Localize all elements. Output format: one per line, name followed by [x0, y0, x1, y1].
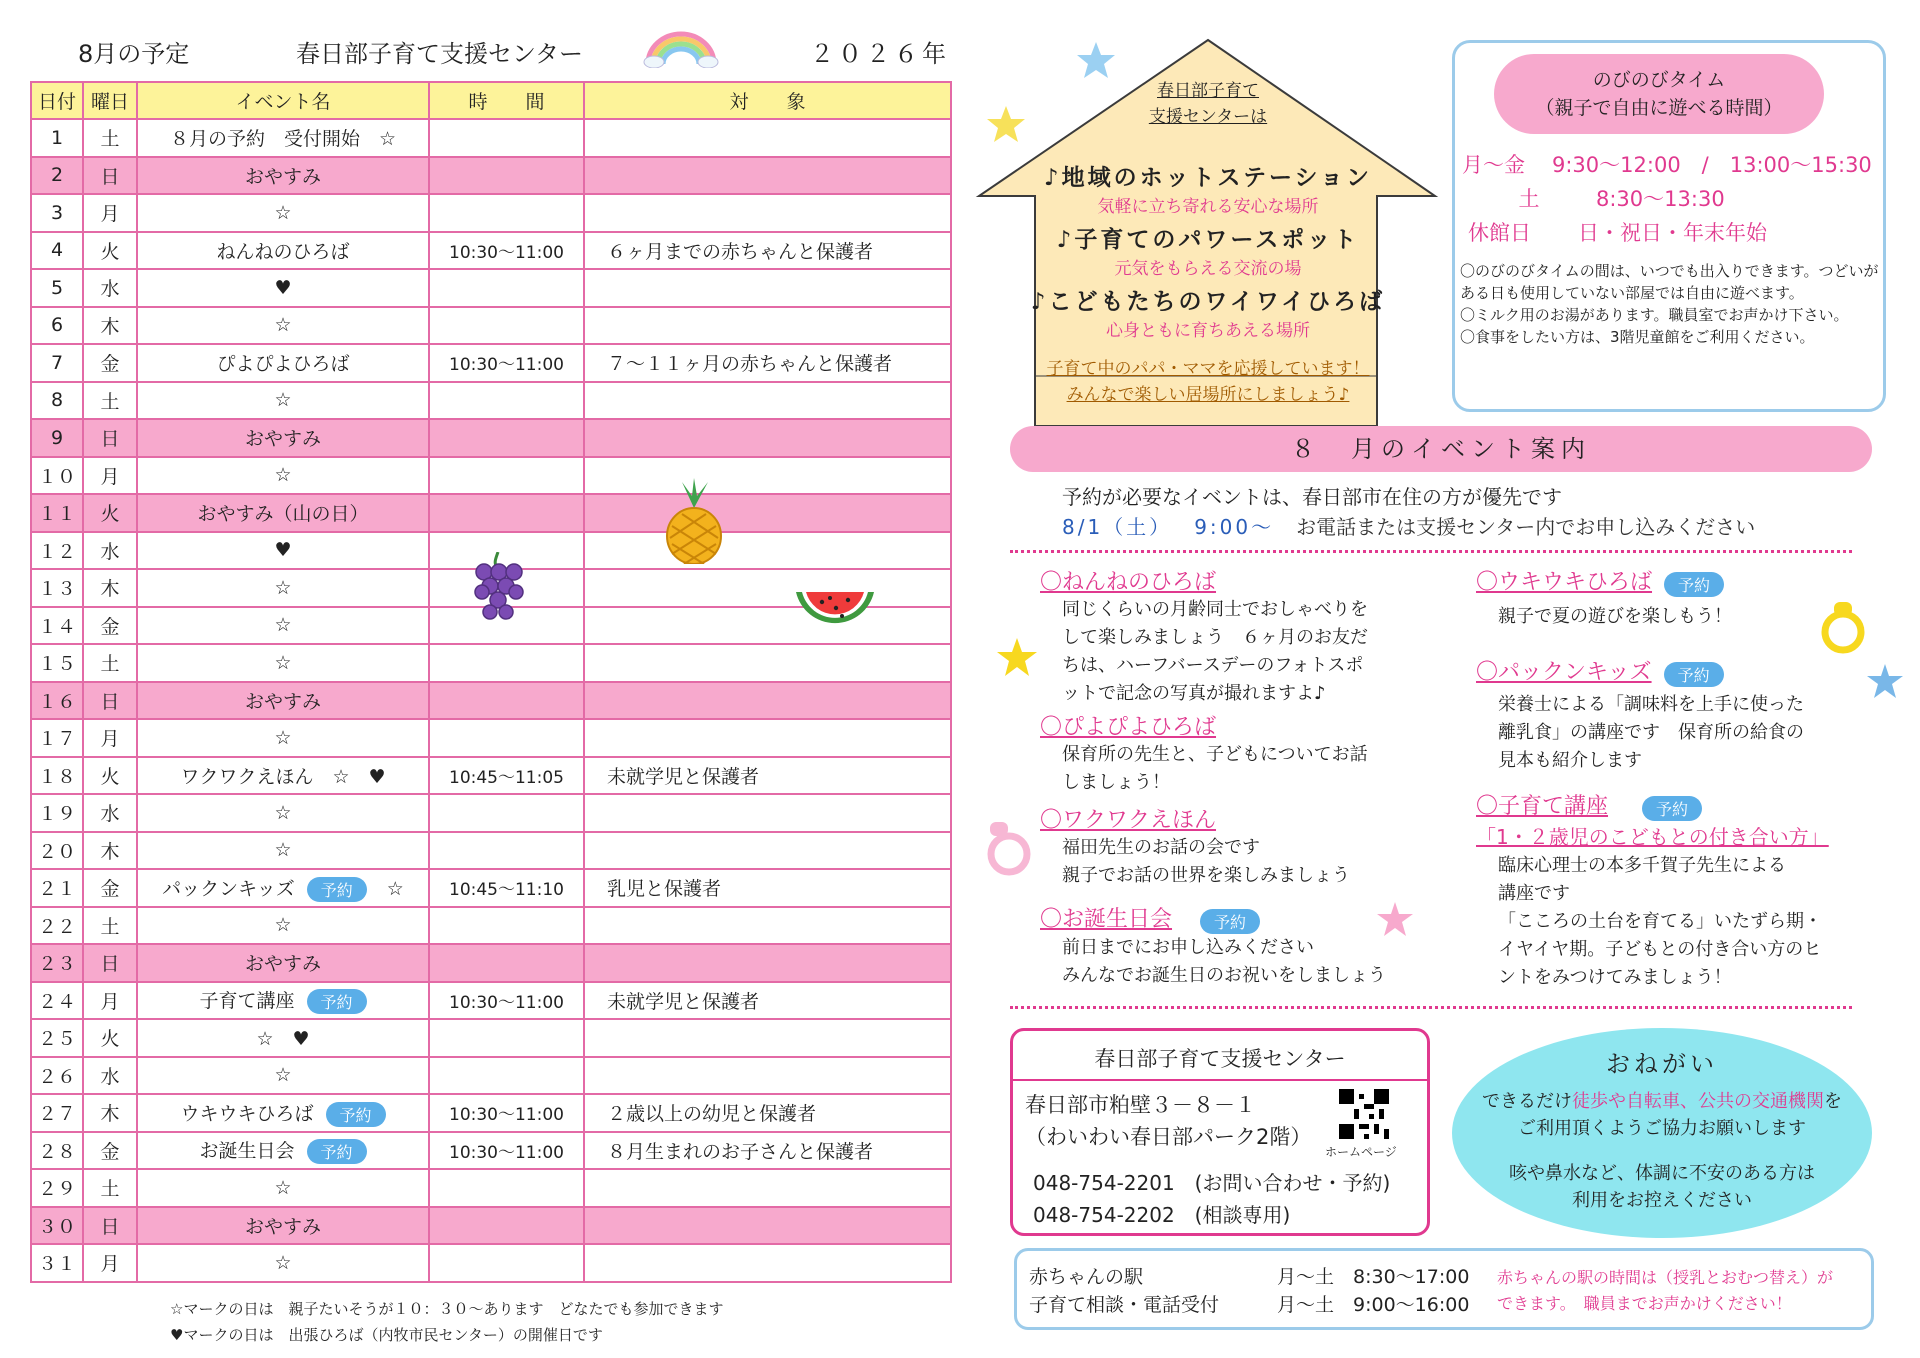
- weekday-cell: 日: [83, 419, 137, 457]
- star-icon: [986, 104, 1026, 144]
- target-cell: [584, 532, 951, 570]
- weekday-cell: 土: [83, 644, 137, 682]
- time-cell: 10:30〜11:00: [429, 1094, 584, 1132]
- weekday-cell: 土: [83, 907, 137, 945]
- events-left: [1040, 565, 1460, 990]
- baby-station-hours: 月〜土 8:30〜17:00 月〜土 9:00〜16:00: [1277, 1266, 1470, 1316]
- day-cell: ２１: [31, 869, 83, 907]
- nobinobi-notes: 〇のびのびタイムの間は、いつでも出入りできます。つどいがある日も使用していない部屋では自由に遊べます。 〇ミルク用のお湯があります。職員室でお声かけ下さい。 〇食事をしたい方は、3階児童館をご利用ください。: [1460, 262, 1879, 346]
- target-cell: [584, 157, 951, 195]
- star-mark: ☆: [386, 877, 404, 900]
- target-cell: [584, 644, 951, 682]
- day-cell: １９: [31, 794, 83, 832]
- day-cell: ２４: [31, 982, 83, 1020]
- house-item-main: ♪こどもたちのワイワイひろば: [1030, 289, 1386, 315]
- calendar-row: [31, 119, 951, 157]
- target-cell: 乳児と保護者: [584, 869, 951, 907]
- reservation-badge: 予約: [1664, 572, 1724, 597]
- target-cell: ６ヶ月までの赤ちゃんと保護者: [584, 232, 951, 270]
- calendar-row: [31, 457, 951, 495]
- divider: [1010, 1006, 1852, 1009]
- time-cell: [429, 832, 584, 870]
- event-cell: [137, 307, 429, 345]
- weekday-cell: 木: [83, 1094, 137, 1132]
- reservation-badge: 予約: [307, 989, 367, 1014]
- target-cell: 未就学児と保護者: [584, 757, 951, 795]
- target-cell: [584, 607, 951, 645]
- nobinobi-title: のびのびタイム （親子で自由に遊べる時間）: [1494, 54, 1824, 134]
- house-items: [1018, 155, 1398, 344]
- event-cell: [137, 232, 429, 270]
- day-cell: １２: [31, 532, 83, 570]
- calendar-notes: [170, 1296, 723, 1348]
- time-cell: [429, 382, 584, 420]
- reservation-badge: 予約: [1664, 662, 1724, 687]
- weekday-cell: 日: [83, 944, 137, 982]
- target-cell: [584, 419, 951, 457]
- event-name: おやすみ: [244, 953, 321, 976]
- event-cell: [137, 1019, 429, 1057]
- event-name: おやすみ（山の日）: [197, 503, 369, 526]
- weekday-cell: 月: [83, 457, 137, 495]
- time-cell: 10:45〜11:10: [429, 869, 584, 907]
- reservation-badge: 予約: [1200, 909, 1260, 934]
- weekday-cell: 火: [83, 494, 137, 532]
- day-cell: ３１: [31, 1244, 83, 1282]
- event-cell: [137, 344, 429, 382]
- weekday-cell: 木: [83, 569, 137, 607]
- year-label: ２０２６年: [810, 40, 950, 68]
- calendar-row: [31, 1057, 951, 1095]
- day-cell: 6: [31, 307, 83, 345]
- day-cell: １８: [31, 757, 83, 795]
- event-name: ☆: [274, 1176, 292, 1199]
- calendar-row: [31, 869, 951, 907]
- event-name: ☆: [274, 651, 292, 674]
- time-cell: 10:45〜11:05: [429, 757, 584, 795]
- day-cell: 3: [31, 194, 83, 232]
- divider: [1010, 550, 1852, 553]
- day-cell: ２２: [31, 907, 83, 945]
- day-cell: ２７: [31, 1094, 83, 1132]
- reservation-badge: 予約: [1642, 796, 1702, 821]
- time-cell: [429, 1019, 584, 1057]
- time-cell: [429, 194, 584, 232]
- event-name: ☆: [274, 839, 292, 862]
- weekday-cell: 水: [83, 1057, 137, 1095]
- day-cell: ２６: [31, 1057, 83, 1095]
- event-cell: [137, 1094, 429, 1132]
- day-cell: １１: [31, 494, 83, 532]
- reservation-badge: 予約: [326, 1102, 386, 1127]
- events-banner: ８ 月のイベント案内: [1010, 426, 1872, 472]
- time-cell: [429, 157, 584, 195]
- grape-icon: [470, 552, 528, 624]
- day-cell: １３: [31, 569, 83, 607]
- watermelon-icon: [792, 586, 878, 644]
- target-cell: [584, 832, 951, 870]
- calendar-row: [31, 382, 951, 420]
- event-name: ☆ ♥: [256, 1028, 310, 1051]
- day-cell: ２５: [31, 1019, 83, 1057]
- calendar-row: [31, 344, 951, 382]
- event-name: ☆: [274, 914, 292, 937]
- baby-station-note: 赤ちゃんの駅の時間は（授乳とおむつ替え）が できます。 職員までお声かけください！: [1497, 1268, 1834, 1313]
- weekday-cell: 金: [83, 344, 137, 382]
- event-name: ウキウキひろば: [180, 1102, 314, 1125]
- event-cell: [137, 157, 429, 195]
- event-cell: [137, 419, 429, 457]
- column-header: 日付: [31, 82, 83, 119]
- calendar-row: [31, 269, 951, 307]
- day-cell: １６: [31, 682, 83, 720]
- event-cell: [137, 1132, 429, 1170]
- event-piyopiyo: 〇ぴよぴよひろば 保育所の先生と、子どもについてお話 しましょう！: [1040, 715, 1368, 793]
- time-cell: [429, 719, 584, 757]
- event-cell: [137, 532, 429, 570]
- day-cell: 5: [31, 269, 83, 307]
- time-cell: 10:30〜11:00: [429, 982, 584, 1020]
- calendar-row: [31, 757, 951, 795]
- event-cell: [137, 757, 429, 795]
- time-cell: [429, 269, 584, 307]
- baby-station-box: [1014, 1248, 1874, 1330]
- star-icon: [996, 636, 1038, 678]
- time-cell: [429, 794, 584, 832]
- target-cell: [584, 382, 951, 420]
- center-address: 春日部市粕壁３－８－１ （わいわい春日部パーク2階）: [1025, 1093, 1312, 1149]
- event-name: ☆: [274, 389, 292, 412]
- event-cell: [137, 944, 429, 982]
- weekday-cell: 土: [83, 1169, 137, 1207]
- time-cell: [429, 1057, 584, 1095]
- day-cell: 7: [31, 344, 83, 382]
- event-cell: [137, 644, 429, 682]
- column-header: 時 間: [429, 82, 584, 119]
- calendar-row: [31, 232, 951, 270]
- column-header: イベント名: [137, 82, 429, 119]
- target-cell: ２歳以上の幼児と保護者: [584, 1094, 951, 1132]
- event-cell: [137, 119, 429, 157]
- center-info-box: [1010, 1028, 1430, 1236]
- target-cell: [584, 682, 951, 720]
- calendar-row: [31, 1019, 951, 1057]
- house-item-main: ♪地域のホットステーション: [1043, 165, 1373, 191]
- time-cell: [429, 907, 584, 945]
- calendar-row: [31, 1169, 951, 1207]
- weekday-cell: 土: [83, 382, 137, 420]
- event-cell: [137, 682, 429, 720]
- calendar-row: [31, 794, 951, 832]
- event-cell: [137, 494, 429, 532]
- day-cell: １７: [31, 719, 83, 757]
- calendar-table: [30, 81, 952, 1283]
- target-cell: [584, 307, 951, 345]
- day-cell: ２３: [31, 944, 83, 982]
- weekday-cell: 日: [83, 157, 137, 195]
- weekday-cell: 金: [83, 1132, 137, 1170]
- center-tel: 048-754-2201 (お問い合わせ・予約) 048-754-2202 (相談専用): [1033, 1171, 1391, 1227]
- weekday-cell: 月: [83, 719, 137, 757]
- center-name: 春日部子育て支援センター: [1094, 1047, 1346, 1071]
- event-cell: [137, 457, 429, 495]
- time-cell: [429, 644, 584, 682]
- weekday-cell: 水: [83, 794, 137, 832]
- event-cell: [137, 569, 429, 607]
- target-cell: [584, 194, 951, 232]
- day-cell: 1: [31, 119, 83, 157]
- month-label: 8月の予定: [78, 40, 190, 68]
- time-cell: [429, 682, 584, 720]
- star-note: ☆マークの日は 親子たいそうが１０：３０〜あります どなたでも参加できます: [170, 1300, 724, 1318]
- calendar-row: [31, 832, 951, 870]
- calendar-row: [31, 944, 951, 982]
- weekday-cell: 土: [83, 119, 137, 157]
- event-name: おやすみ: [244, 428, 321, 451]
- events-right: [1476, 565, 1896, 992]
- event-name: ☆: [274, 201, 292, 224]
- event-name: 子育て講座: [199, 990, 295, 1013]
- time-cell: [429, 1207, 584, 1245]
- event-cell: [137, 382, 429, 420]
- target-cell: [584, 719, 951, 757]
- weekday-cell: 金: [83, 869, 137, 907]
- day-cell: ２８: [31, 1132, 83, 1170]
- nobinobi-hours: 月〜金 9:30〜12:00 / 13:00〜15:30 土 8:30〜13:30 休館日 日・祝日・年末年始: [1462, 153, 1872, 245]
- calendar-row: [31, 682, 951, 720]
- time-cell: [429, 307, 584, 345]
- event-cell: [137, 1207, 429, 1245]
- target-cell: [584, 1019, 951, 1057]
- column-header: 曜日: [83, 82, 137, 119]
- target-cell: [584, 119, 951, 157]
- event-cell: [137, 1244, 429, 1282]
- calendar-row: [31, 1207, 951, 1245]
- target-cell: [584, 269, 951, 307]
- rainbow-icon: [642, 28, 720, 68]
- calendar-row: [31, 1094, 951, 1132]
- house-title: 春日部子育て 支援センターは: [1148, 81, 1268, 127]
- target-cell: [584, 569, 951, 607]
- calendar-row: [31, 907, 951, 945]
- day-cell: １５: [31, 644, 83, 682]
- event-name: ☆: [274, 314, 292, 337]
- event-cell: [137, 269, 429, 307]
- time-cell: 10:30〜11:00: [429, 232, 584, 270]
- calendar-header: [30, 32, 950, 72]
- event-cell: [137, 832, 429, 870]
- event-name: ☆: [274, 1064, 292, 1087]
- event-name: ８月の予約 受付開始 ☆: [169, 128, 397, 151]
- weekday-cell: 水: [83, 532, 137, 570]
- rattle-icon: [984, 820, 1034, 876]
- target-cell: [584, 1244, 951, 1282]
- time-cell: [429, 419, 584, 457]
- reservation-badge: 予約: [307, 877, 367, 902]
- baby-station-labels: 赤ちゃんの駅 子育て相談・電話受付: [1029, 1266, 1220, 1316]
- target-cell: ７〜１１ヶ月の赤ちゃんと保護者: [584, 344, 951, 382]
- target-cell: 未就学児と保護者: [584, 982, 951, 1020]
- event-name: ぴよぴよひろば: [216, 353, 350, 376]
- event-cell: [137, 607, 429, 645]
- event-name: ☆: [274, 726, 292, 749]
- calendar-row: [31, 419, 951, 457]
- day-cell: ２０: [31, 832, 83, 870]
- event-name: ワクワクえほん ☆ ♥: [180, 765, 386, 788]
- event-name: ♥: [274, 276, 292, 299]
- weekday-cell: 月: [83, 982, 137, 1020]
- event-cell: [137, 719, 429, 757]
- house-footer: 子育て中のパパ・ママを応援しています！ みんなで楽しい居場所にしましょう♪: [1046, 359, 1370, 405]
- event-wakuwaku: 〇ワクワクえほん 福田先生のお話の会です 親子でお話の世界を楽しみましょう: [1040, 808, 1350, 886]
- weekday-cell: 月: [83, 194, 137, 232]
- event-name: ☆: [274, 1251, 292, 1274]
- event-cell: [137, 794, 429, 832]
- qr-caption: ホームページ: [1325, 1145, 1397, 1159]
- event-name: ☆: [274, 614, 292, 637]
- event-koza: 〇子育て講座 予約 「1・２歳児のこどもとの付き合い方」 臨床心理士の本多千賀子先生による 講座です 「こころの土台を育てる」いたずら期・ イヤイヤ期。子どもとの付き合い方のヒ ントをみつけてみましょう！: [1476, 794, 1829, 988]
- request-bubble: おねがい できるだけ徒歩や自転車、公共の交通機関を ご利用頂くようご協力お願いします 咳や鼻水など、体調に不安のある方は 利用をお控えください: [1452, 1028, 1872, 1238]
- pineapple-icon: [664, 478, 724, 564]
- weekday-cell: 金: [83, 607, 137, 645]
- calendar-row: [31, 194, 951, 232]
- house-item-sub: 心身ともに育ちあえる場所: [1106, 321, 1310, 341]
- event-pakkun: 〇パックンキッズ 予約 栄養士による「調味料を上手に使った 離乳食」の講座です 保育所の給食の 見本も紹介します: [1476, 660, 1804, 771]
- calendar-row: [31, 157, 951, 195]
- target-cell: [584, 1207, 951, 1245]
- event-name: パックンキッズ: [162, 877, 295, 900]
- event-name: おやすみ: [244, 1215, 321, 1238]
- target-cell: [584, 457, 951, 495]
- time-cell: [429, 119, 584, 157]
- calendar-row: [31, 644, 951, 682]
- day-cell: ２９: [31, 1169, 83, 1207]
- calendar-row: [31, 494, 951, 532]
- day-cell: 2: [31, 157, 83, 195]
- event-cell: [137, 1057, 429, 1095]
- target-cell: ８月生まれのお子さんと保護者: [584, 1132, 951, 1170]
- weekday-cell: 日: [83, 682, 137, 720]
- event-name: ♥: [274, 539, 292, 562]
- weekday-cell: 水: [83, 269, 137, 307]
- calendar-body: [31, 119, 951, 1282]
- event-name: おやすみ: [244, 690, 321, 713]
- column-header: 対 象: [584, 82, 951, 119]
- event-cell: [137, 194, 429, 232]
- weekday-cell: 木: [83, 307, 137, 345]
- event-name: ねんねのひろば: [216, 240, 350, 263]
- day-cell: 4: [31, 232, 83, 270]
- weekday-cell: 木: [83, 832, 137, 870]
- event-name: ☆: [274, 801, 292, 824]
- time-cell: [429, 457, 584, 495]
- event-nenne: 〇ねんねのひろば 同じくらいの月齢同士でおしゃべりを して楽しみましょう ６ヶ月のお友だ ちは、ハーフバースデーのフォトスポ ットで記念の写真が撮れますよ♪: [1040, 570, 1368, 704]
- calendar-row: [31, 307, 951, 345]
- event-cell: [137, 982, 429, 1020]
- reservation-badge: 予約: [307, 1139, 367, 1164]
- heart-note: ♥マークの日は 出張ひろば（内牧市民センター）の開催日です: [170, 1326, 603, 1344]
- event-birthday: 〇お誕生日会 予約 前日までにお申し込みください みんなでお誕生日のお祝いをしましょう: [1040, 907, 1386, 986]
- day-cell: 8: [31, 382, 83, 420]
- event-cell: [137, 869, 429, 907]
- center-title: 春日部子育て支援センター: [296, 40, 584, 68]
- calendar-row: [31, 1132, 951, 1170]
- time-cell: [429, 1169, 584, 1207]
- event-name: ☆: [274, 576, 292, 599]
- weekday-cell: 火: [83, 232, 137, 270]
- weekday-cell: 火: [83, 1019, 137, 1057]
- request-title: おねがい: [1606, 1050, 1718, 1078]
- calendar-header-row: [31, 82, 951, 119]
- calendar-row: [31, 982, 951, 1020]
- calendar-row: [31, 719, 951, 757]
- time-cell: [429, 494, 584, 532]
- time-cell: 10:30〜11:00: [429, 1132, 584, 1170]
- event-name: ☆: [274, 464, 292, 487]
- event-ukiuki: 〇ウキウキひろば 予約 親子で夏の遊びを楽しもう！: [1476, 570, 1732, 627]
- time-cell: [429, 944, 584, 982]
- events-intro: 予約が必要なイベントは、春日部市在住の方が優先です 8/1（土） 9:00〜 お電話または支援センター内でお申し込みください: [1062, 485, 1756, 539]
- day-cell: １０: [31, 457, 83, 495]
- target-cell: [584, 944, 951, 982]
- target-cell: [584, 1057, 951, 1095]
- house-item-main: ♪子育てのパワースポット: [1056, 227, 1360, 253]
- target-cell: [584, 494, 951, 532]
- star-icon: [1076, 40, 1116, 80]
- time-cell: 10:30〜11:00: [429, 344, 584, 382]
- day-cell: 9: [31, 419, 83, 457]
- event-name: おやすみ: [244, 165, 321, 188]
- target-cell: [584, 794, 951, 832]
- target-cell: [584, 907, 951, 945]
- house-item-sub: 元気をもらえる交流の場: [1114, 259, 1302, 279]
- target-cell: [584, 1169, 951, 1207]
- weekday-cell: 月: [83, 1244, 137, 1282]
- weekday-cell: 日: [83, 1207, 137, 1245]
- time-cell: [429, 1244, 584, 1282]
- calendar-row: [31, 1244, 951, 1282]
- event-cell: [137, 907, 429, 945]
- day-cell: ３０: [31, 1207, 83, 1245]
- qr-code-icon[interactable]: [1339, 1089, 1389, 1139]
- weekday-cell: 火: [83, 757, 137, 795]
- house-item-sub: 気軽に立ち寄れる安心な場所: [1097, 197, 1319, 217]
- day-cell: １４: [31, 607, 83, 645]
- event-cell: [137, 1169, 429, 1207]
- event-name: お誕生日会: [199, 1140, 295, 1163]
